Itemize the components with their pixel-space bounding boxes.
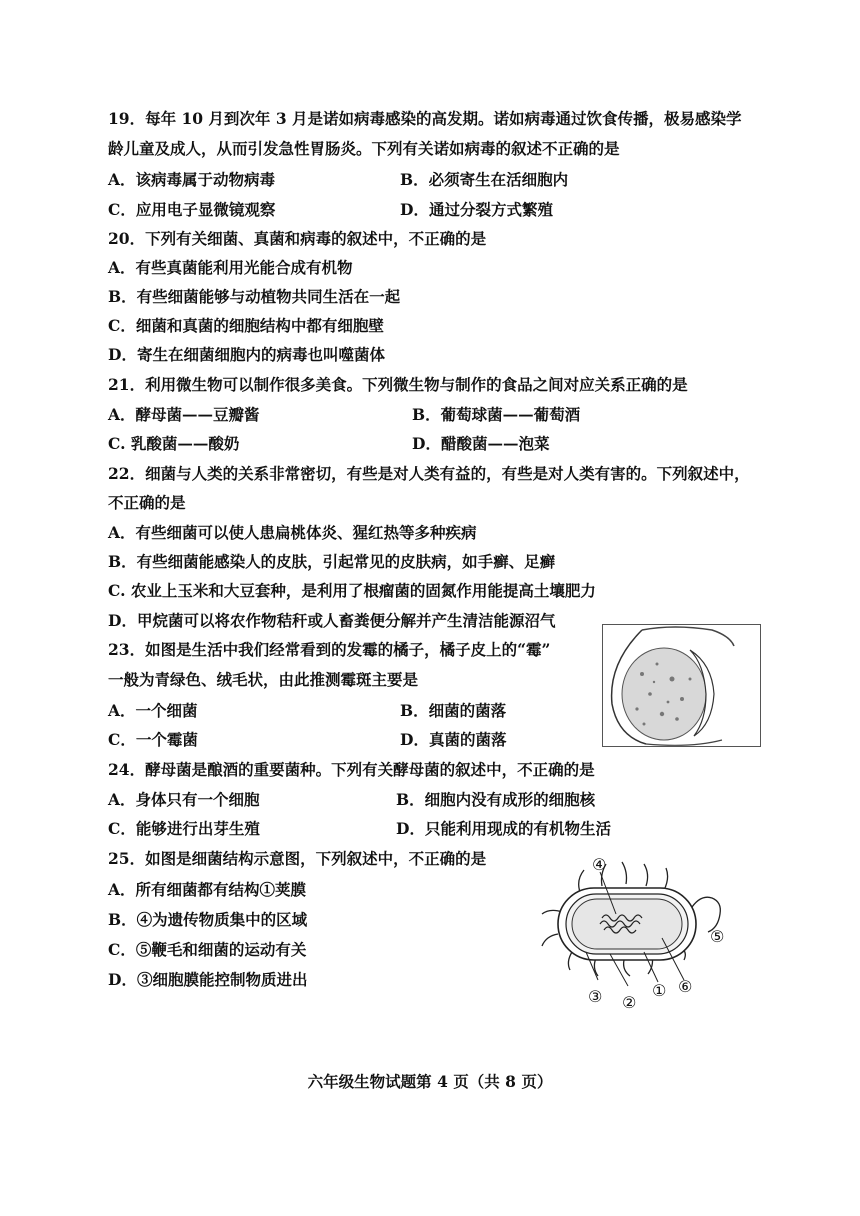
bacterium-structure-diagram	[540, 852, 730, 1016]
page-footer: 六年级生物试题第 4 页（共 8 页）	[307, 1072, 553, 1091]
q24-option-c: C．能够进行出芽生殖	[108, 819, 260, 838]
q22-option-c: C. 农业上玉米和大豆套种，是利用了根瘤菌的固氮作用能提高土壤肥力	[108, 581, 596, 600]
q20-option-c: C．细菌和真菌的细胞结构中都有细胞壁	[108, 316, 384, 335]
q25-stem: 25．如图是细菌结构示意图，下列叙述中，不正确的是	[108, 849, 487, 868]
q23-option-c: C．一个霉菌	[108, 730, 198, 749]
q25-option-d: D．③细胞膜能控制物质进出	[108, 970, 308, 989]
q21-option-c: C. 乳酸菌——酸奶	[108, 434, 240, 453]
q25-option-c: C．⑤鞭毛和细菌的运动有关	[108, 940, 307, 959]
q22-stem-line2: 不正确的是	[108, 493, 186, 512]
label-4: ④	[592, 855, 607, 874]
q19-option-d: D．通过分裂方式繁殖	[400, 200, 553, 219]
q19-stem-line1: 19．每年 10 月到次年 3 月是诺如病毒感染的高发期。诺如病毒通过饮食传播，极易感染学	[108, 109, 742, 128]
q19-option-a: A．该病毒属于动物病毒	[108, 170, 276, 189]
label-1: ①	[652, 981, 667, 1000]
q23-stem-line2: 一般为青绿色、绒毛状，由此推测霉斑主要是	[108, 670, 419, 689]
q24-option-b: B．细胞内没有成形的细胞核	[396, 790, 596, 809]
q24-option-a: A．身体只有一个细胞	[108, 790, 260, 809]
q20-option-b: B．有些细菌能够与动植物共同生活在一起	[108, 287, 401, 306]
q22-stem-line1: 22．细菌与人类的关系非常密切，有些是对人类有益的，有些是对人类有害的。下列叙述中，	[108, 464, 750, 483]
q22-option-d: D．甲烷菌可以将农作物秸秆或人畜粪便分解并产生清洁能源沼气	[108, 611, 556, 630]
q22-option-b: B．有些细菌能感染人的皮肤，引起常见的皮肤病，如手癣、足癣	[108, 552, 556, 571]
q23-option-b: B．细菌的菌落	[400, 701, 507, 720]
q20-stem: 20．下列有关细菌、真菌和病毒的叙述中，不正确的是	[108, 229, 487, 248]
q19-option-c: C．应用电子显微镜观察	[108, 200, 276, 219]
q25-option-b: B．④为遗传物质集中的区域	[108, 910, 308, 929]
q21-option-a: A．酵母菌——豆瓣酱	[108, 405, 260, 424]
label-6: ⑥	[678, 977, 693, 996]
q25-option-a: A．所有细菌都有结构①荚膜	[108, 880, 307, 899]
q24-option-d: D．只能利用现成的有机物生活	[396, 819, 611, 838]
moldy-orange-figure	[602, 624, 762, 748]
q20-option-a: A．有些真菌能利用光能合成有机物	[108, 258, 353, 277]
label-5: ⑤	[710, 927, 725, 946]
q23-stem-line1: 23．如图是生活中我们经常看到的发霉的橘子，橘子皮上的“霉”	[108, 640, 551, 659]
q19-stem-line2: 龄儿童及成人，从而引发急性胃肠炎。下列有关诺如病毒的叙述不正确的是	[108, 139, 620, 158]
q23-option-a: A．一个细菌	[108, 701, 198, 720]
q21-option-b: B．葡萄球菌——葡萄酒	[412, 405, 581, 424]
q21-option-d: D．醋酸菌——泡菜	[412, 434, 550, 453]
q23-option-d: D．真菌的菌落	[400, 730, 507, 749]
q22-option-a: A．有些细菌可以使人患扁桃体炎、猩红热等多种疾病	[108, 523, 477, 542]
label-2: ②	[622, 993, 637, 1012]
q21-stem: 21．利用微生物可以制作很多美食。下列微生物与制作的食品之间对应关系正确的是	[108, 375, 688, 394]
q24-stem: 24．酵母菌是酿酒的重要菌种。下列有关酵母菌的叙述中，不正确的是	[108, 760, 595, 779]
q19-option-b: B．必须寄生在活细胞内	[400, 170, 569, 189]
label-3: ③	[588, 987, 603, 1006]
q20-option-d: D．寄生在细菌细胞内的病毒也叫噬菌体	[108, 345, 385, 364]
